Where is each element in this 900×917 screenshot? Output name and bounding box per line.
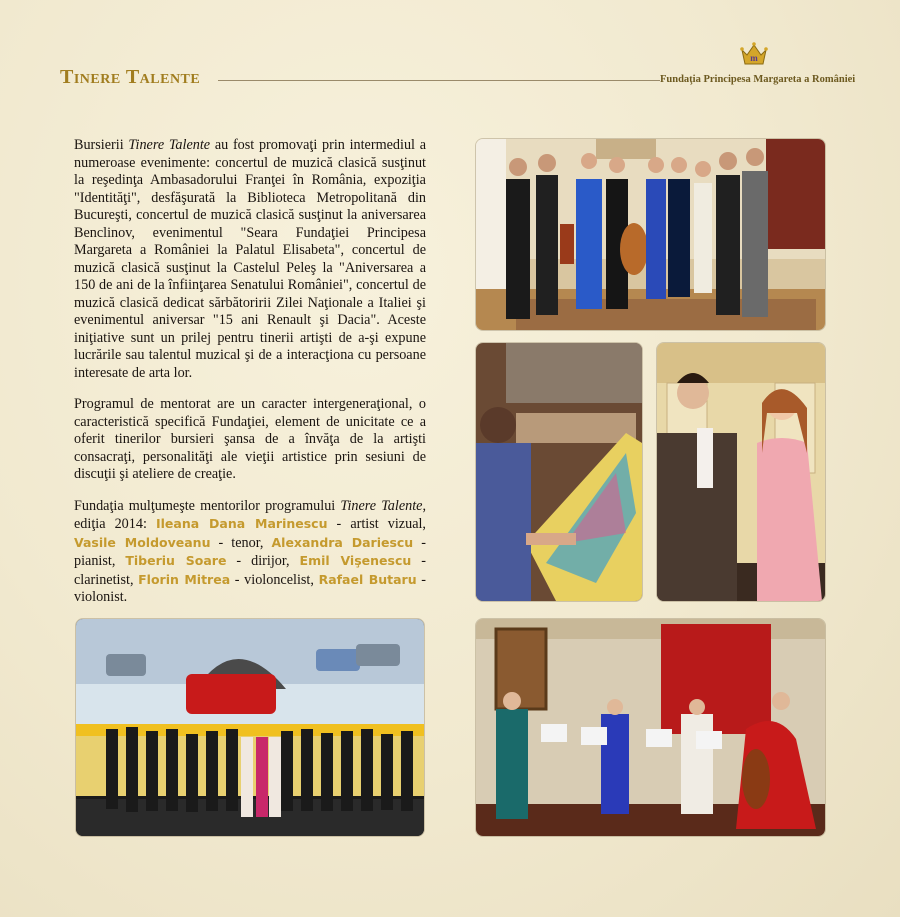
mentor-role: - tenor, xyxy=(210,534,272,551)
mentor-name: Tiberiu Soare xyxy=(125,553,227,568)
mentor-role: - clarinetist, xyxy=(74,553,426,588)
mentor-role: - pianist, xyxy=(74,534,426,569)
edition-label: , ediţia 2014: xyxy=(74,497,427,532)
thanks-intro: Fundaţia mulţumeşte mentorilor programului xyxy=(74,497,336,514)
paragraph-events: Bursierii Tinere Talente au fost promovaţi prin intermediul a numeroase evenimente: concertul de muzică clasică susţinut la reşedinţa Ambasadorului Franţei în România, expoziţia "Identităţi", desfăşurată la Biblioteca Metropolitană din Bucureşti, concertul de muzică clasică susţinut la aniversarea Benclinov, evenimentul "Seara Fundaţiei Principesa Margareta a României la Palatul Elisabeta", concertul de muzică clasică susţinut la Castelul Peleş la "Aniversarea a 150 de ani de la înfiinţarea Senatului României", concertul de muzică clasică dedicat sărbătoririi Zilei Naţionale a Italiei şi evenimentul aniversar "15 ani Renault şi Dacia". Aceste iniţiative sunt un prilej pentru tinerii artişti de a-şi expune lucrările sau talentul muzical şi de a interacţiona cu persoane interesate de arta lor. xyxy=(74,137,427,381)
photo-musicians-group xyxy=(476,139,825,330)
mentor-role: - violonist. xyxy=(74,571,426,605)
photo-renault-event xyxy=(76,619,424,836)
header-divider xyxy=(218,80,660,81)
mentor-name: Florin Mitrea xyxy=(138,571,231,587)
mentor-name: Ileana Dana Marinescu xyxy=(155,516,328,531)
paragraph-mentoring: Programul de mentorat are un caracter intergeneraţional, o caracteristică specifică Fundaţiei, element de unicitate ce a oferit tinerilor bursieri şansa de a învăţa de la artişti consacraţi, personalităţi ale vieţii artistice prin sesiuni de discuţii şi ateliere de creaţie. xyxy=(74,396,426,482)
program-name: Tinere Talente xyxy=(340,497,423,514)
foundation-name: Fundaţia Principesa Margareta a României xyxy=(660,74,856,85)
section-title: Tinere Talente xyxy=(60,66,201,88)
article-text xyxy=(74,137,426,621)
photo-string-quartet xyxy=(476,619,825,836)
paragraph-thanks xyxy=(74,498,426,607)
mentor-name: Vasile Moldoveanu xyxy=(74,534,211,550)
mentor-name: Emil Vişenescu xyxy=(299,553,412,568)
mentor-role: - dirijor, xyxy=(226,553,300,569)
mentor-role: - violoncelist, xyxy=(230,571,319,588)
mentor-role: - artist vizual, xyxy=(327,516,426,532)
photo-painter xyxy=(476,343,642,601)
crown-icon xyxy=(739,40,769,68)
photo-singers-duet xyxy=(657,343,825,601)
mentor-name: Alexandra Dariescu xyxy=(271,534,414,550)
logo-monogram: m xyxy=(750,53,758,63)
mentor-name: Rafael Butaru xyxy=(318,571,417,587)
